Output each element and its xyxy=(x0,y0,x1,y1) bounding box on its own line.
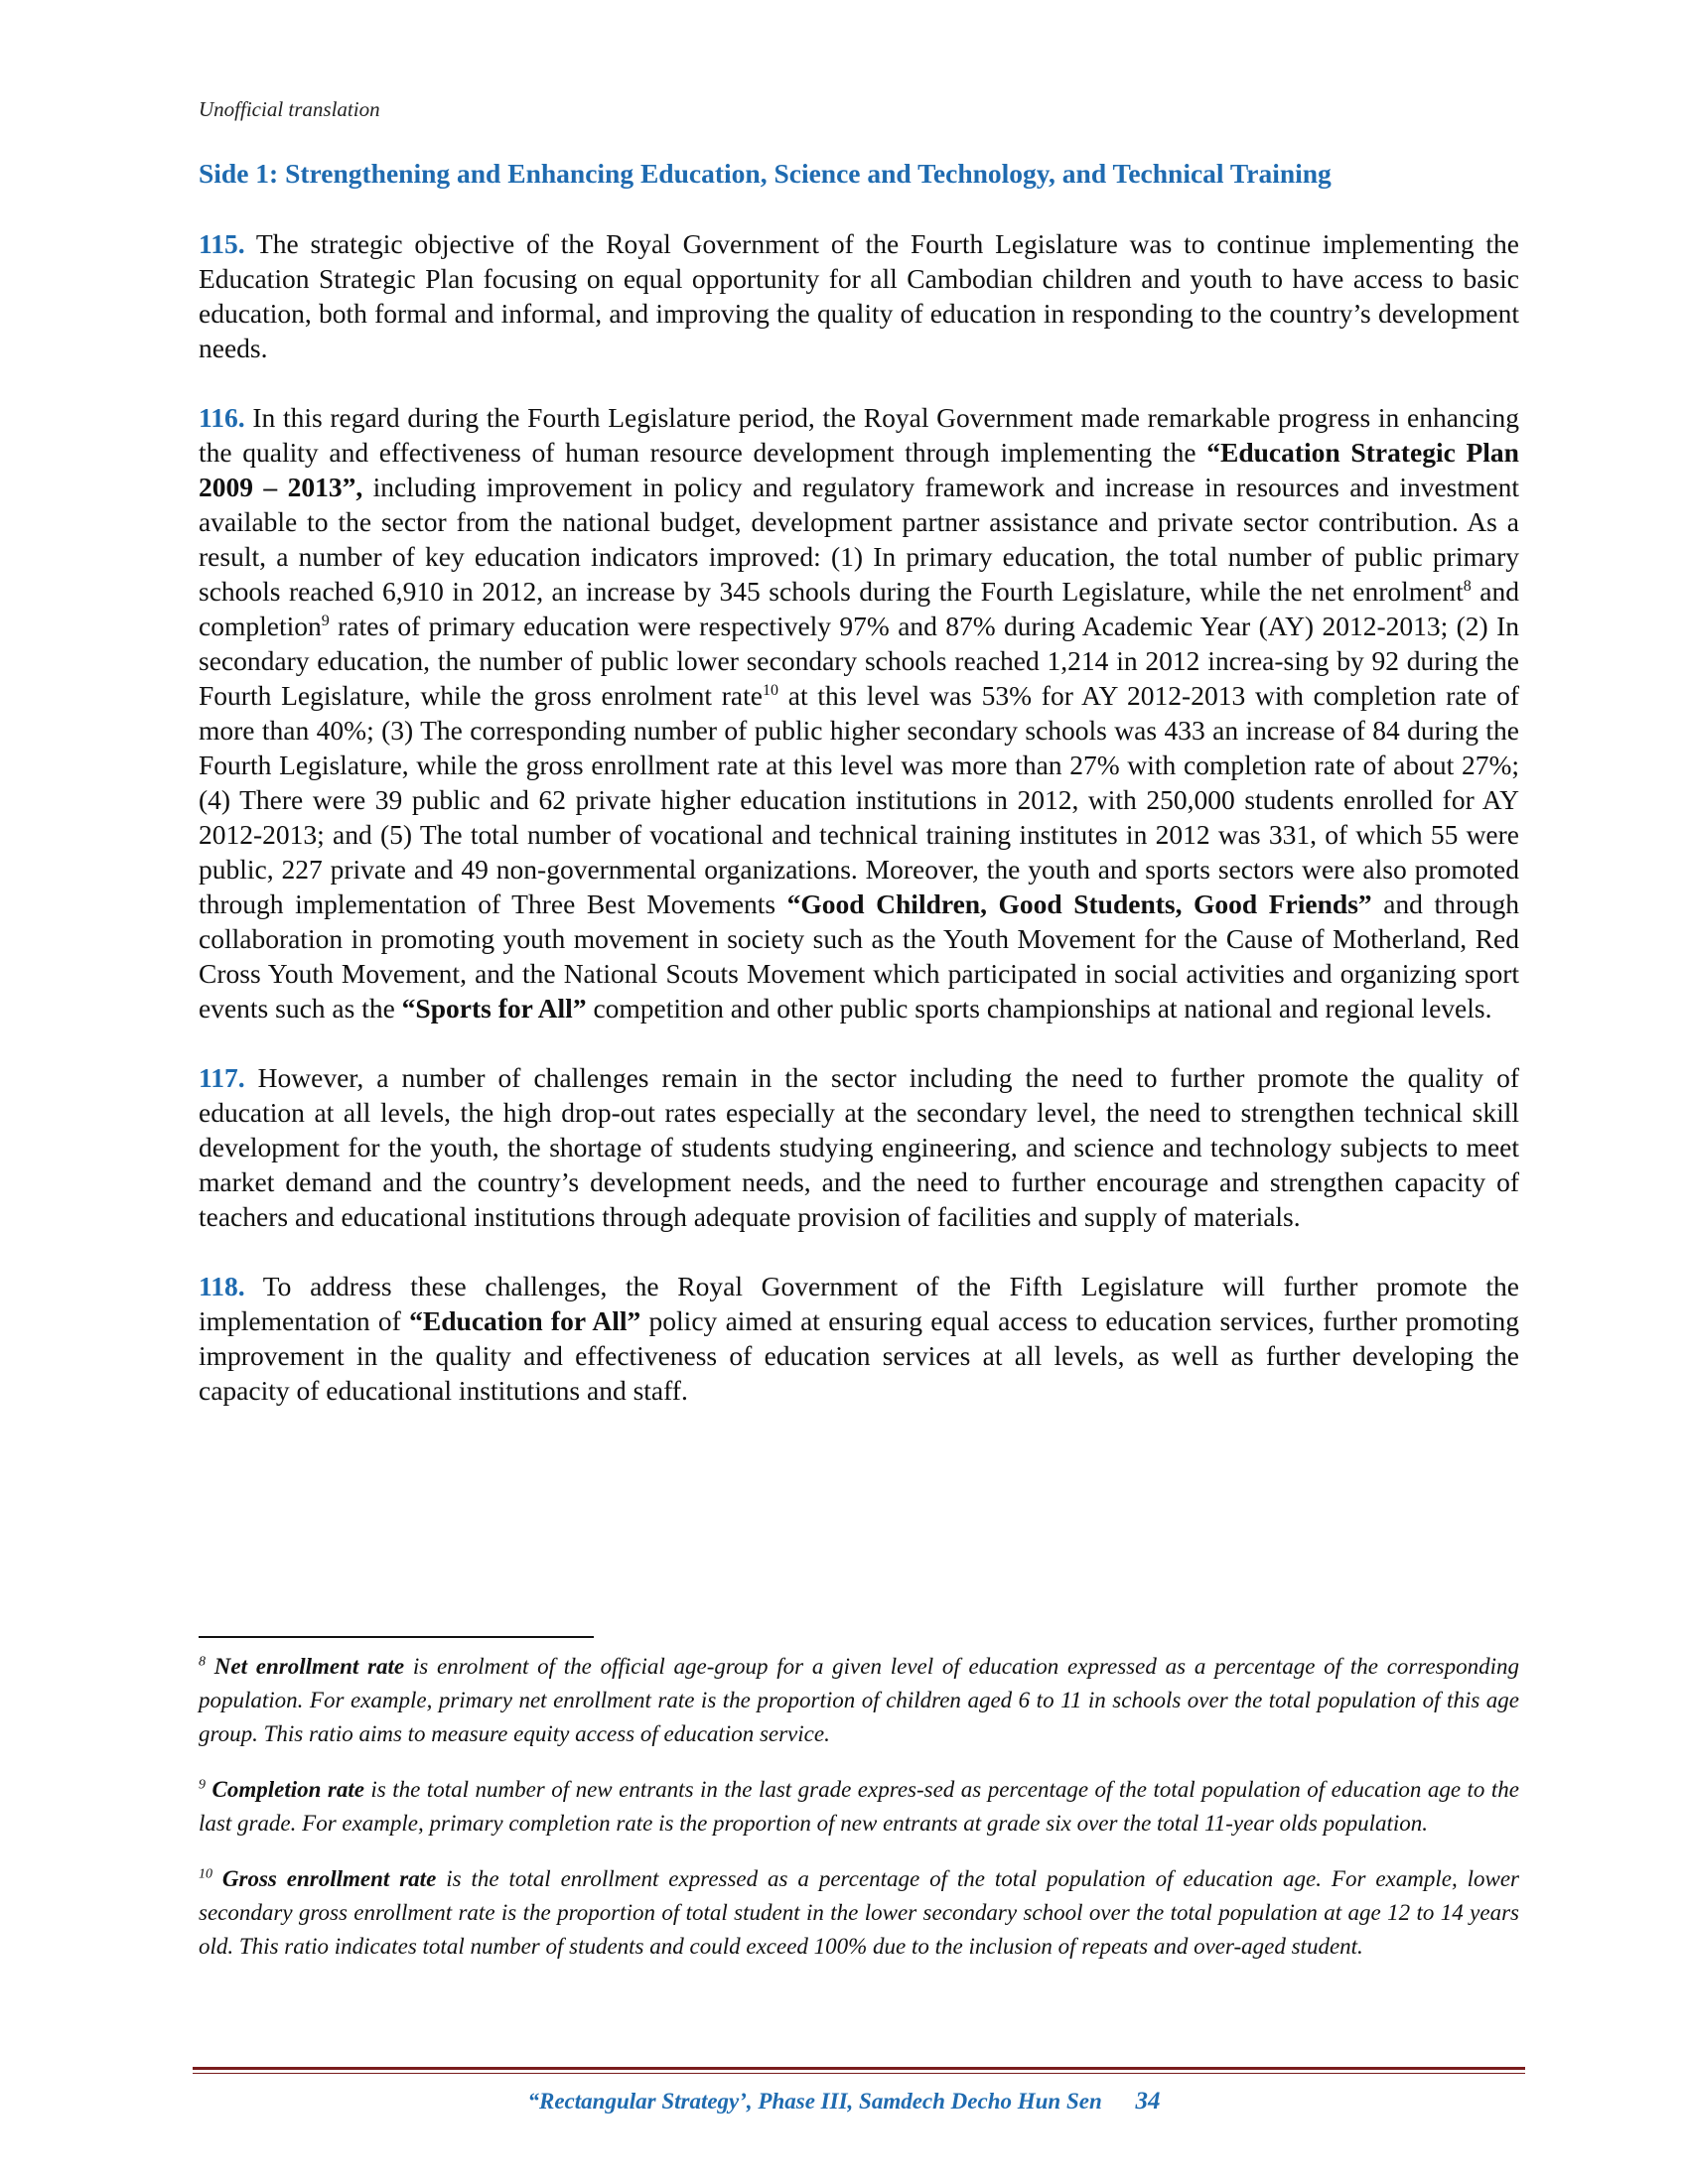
paragraph-text: and completion xyxy=(199,576,1519,641)
footnote-term: Net enrollment rate xyxy=(213,1654,405,1679)
footnote-mark: 8 xyxy=(199,1654,206,1670)
footnote-separator xyxy=(199,1636,594,1638)
paragraph-text: rates of primary education were respectively 97% and 87% during Academic Year (AY) 2012-2013; (2) In secondary education, the number of public lower secondary schools reached 1,214 in 2012 increa-sing by 92 during the Fourth Legislature, while the gross enrolment rate xyxy=(199,611,1519,711)
paragraph-text: policy aimed at ensuring equal access to education services, further promoting improvement in the quality and effectiveness of education services at all levels, as well as further developing the capacity of educational institutions and staff. xyxy=(199,1305,1520,1406)
footnote-ref-10: 10 xyxy=(762,681,778,699)
footnote-term: Gross enrollment rate xyxy=(221,1866,437,1891)
footnote-text: is the total enrollment expressed as a percentage of the total population of education age. For example, lower secondary gross enrollment rate is the proportion of total student in the lower secondary school over the total population at age 12 to 14 years old. This ratio indicates total number of students and could exceed 100% due to the inclusion of repeats and over-aged student. xyxy=(199,1866,1520,1959)
paragraph-text: including improvement in policy and regulatory framework and increase in resources and investment available to the sector from the national budget, development partner assistance and private sector contribution. As a result, a number of key education indicators improved: (1) In primary education, the total number of public primary schools reached 6,910 in 2012, an increase by 345 schools during the Fourth Legislature, while the net enrolment xyxy=(199,472,1520,607)
footer-rule-thick xyxy=(193,2067,1525,2070)
footnotes xyxy=(199,1650,1519,1985)
paragraph-text: However, a number of challenges remain in the sector including the need to further promote the quality of education at all levels, the high drop-out rates especially at the secondary level, the need to strengthen technical skill development for the youth, the shortage of students studying engineering, and science and technology subjects to meet market demand and the country’s development needs, and the need to further encourage and strengthen capacity of teachers and educational institutions through adequate provision of facilities and supply of materials. xyxy=(199,1062,1519,1232)
paragraph-text: and through collaboration in promoting youth movement in society such as the Youth Movement for the Cause of Motherland, Red Cross Youth Movement, and the National Scouts Movement which participated in social activities and organizing sport events such as the xyxy=(199,888,1519,1024)
footnote-text: is the total number of new entrants in the last grade expres-sed as percentage of the total population of education age to the last grade. For example, primary completion rate is the proportion of new entrants at grade six over the total 11-year olds population. xyxy=(199,1777,1520,1836)
paragraph-number: 116. xyxy=(199,402,245,433)
footnote-mark: 10 xyxy=(199,1866,212,1882)
paragraph-number: 115. xyxy=(199,228,245,259)
footnote-ref-8: 8 xyxy=(1463,577,1472,595)
paragraph-117 xyxy=(199,1060,1519,1234)
paragraph-text: competition and other public sports championships at national and regional levels. xyxy=(593,993,1492,1024)
paragraph-118 xyxy=(199,1269,1519,1408)
paragraph-text: The strategic objective of the Royal Government of the Fourth Legislature was to continue implementing the Education Strategic Plan focusing on equal opportunity for all Cambodian children and youth to have access to basic education, both formal and informal, and improving the quality of education in responding to the country’s development needs. xyxy=(199,228,1519,363)
footnote-text: is enrolment of the official age-group for a given level of education expressed as a percentage of the corresponding population. For example, primary net enrollment rate is the proportion of children aged 6 to 11 in schools over the total population of this age group. This ratio aims to measure equity access of education service. xyxy=(199,1654,1519,1746)
page-footer xyxy=(0,2088,1688,2116)
emphasis-movement: “Good Children, Good Students, Good Friends” xyxy=(786,888,1372,919)
footnote-9 xyxy=(199,1773,1519,1841)
paragraph-115 xyxy=(199,226,1519,365)
footnote-10 xyxy=(199,1862,1519,1964)
footnote-term: Completion rate xyxy=(211,1777,364,1802)
emphasis-policy: “Education for All” xyxy=(409,1305,641,1336)
footer-title: “Rectangular Strategy’, Phase III, Samdech Decho Hun Sen xyxy=(527,2089,1102,2114)
footnote-ref-9: 9 xyxy=(321,612,330,629)
section-title: Side 1: Strengthening and Enhancing Education, Science and Technology, and Technical Training xyxy=(199,158,1332,189)
document-body xyxy=(199,226,1519,1442)
footnote-mark: 9 xyxy=(199,1777,206,1793)
header-note: Unofficial translation xyxy=(199,97,380,121)
emphasis-plan-title: “Education Strategic Plan 2009 – 2013”, xyxy=(199,437,1519,502)
footer-rule-thin xyxy=(193,2073,1525,2074)
paragraph-number: 117. xyxy=(199,1062,245,1093)
paragraph-116 xyxy=(199,400,1519,1025)
emphasis-sports: “Sports for All” xyxy=(401,993,587,1024)
paragraph-text: In this regard during the Fourth Legislature period, the Royal Government made remarkable progress in enhancing the quality and effectiveness of human resource development through implementing the xyxy=(199,402,1520,468)
page-number: 34 xyxy=(1135,2088,1161,2115)
paragraph-text: at this level was 53% for AY 2012-2013 with completion rate of more than 40%; (3) The corresponding number of public higher secondary schools was 433 an increase of 84 during the Fourth Legislature, while the gross enrollment rate at this level was more than 27% with completion rate of about 27%; (4) There were 39 public and 62 private higher education institutions in 2012, with 250,000 students enrolled for AY 2012-2013; and (5) The total number of vocational and technical training institutes in 2012 was 331, of which 55 were public, 227 private and 49 non-governmental organizations. Moreover, the youth and sports sectors were also promoted through implementation of Three Best Movements xyxy=(199,680,1520,919)
paragraph-text: To address these challenges, the Royal Government of the Fifth Legislature will further promote the implementation of xyxy=(199,1271,1519,1336)
footnote-8 xyxy=(199,1650,1519,1751)
paragraph-number: 118. xyxy=(199,1271,245,1301)
